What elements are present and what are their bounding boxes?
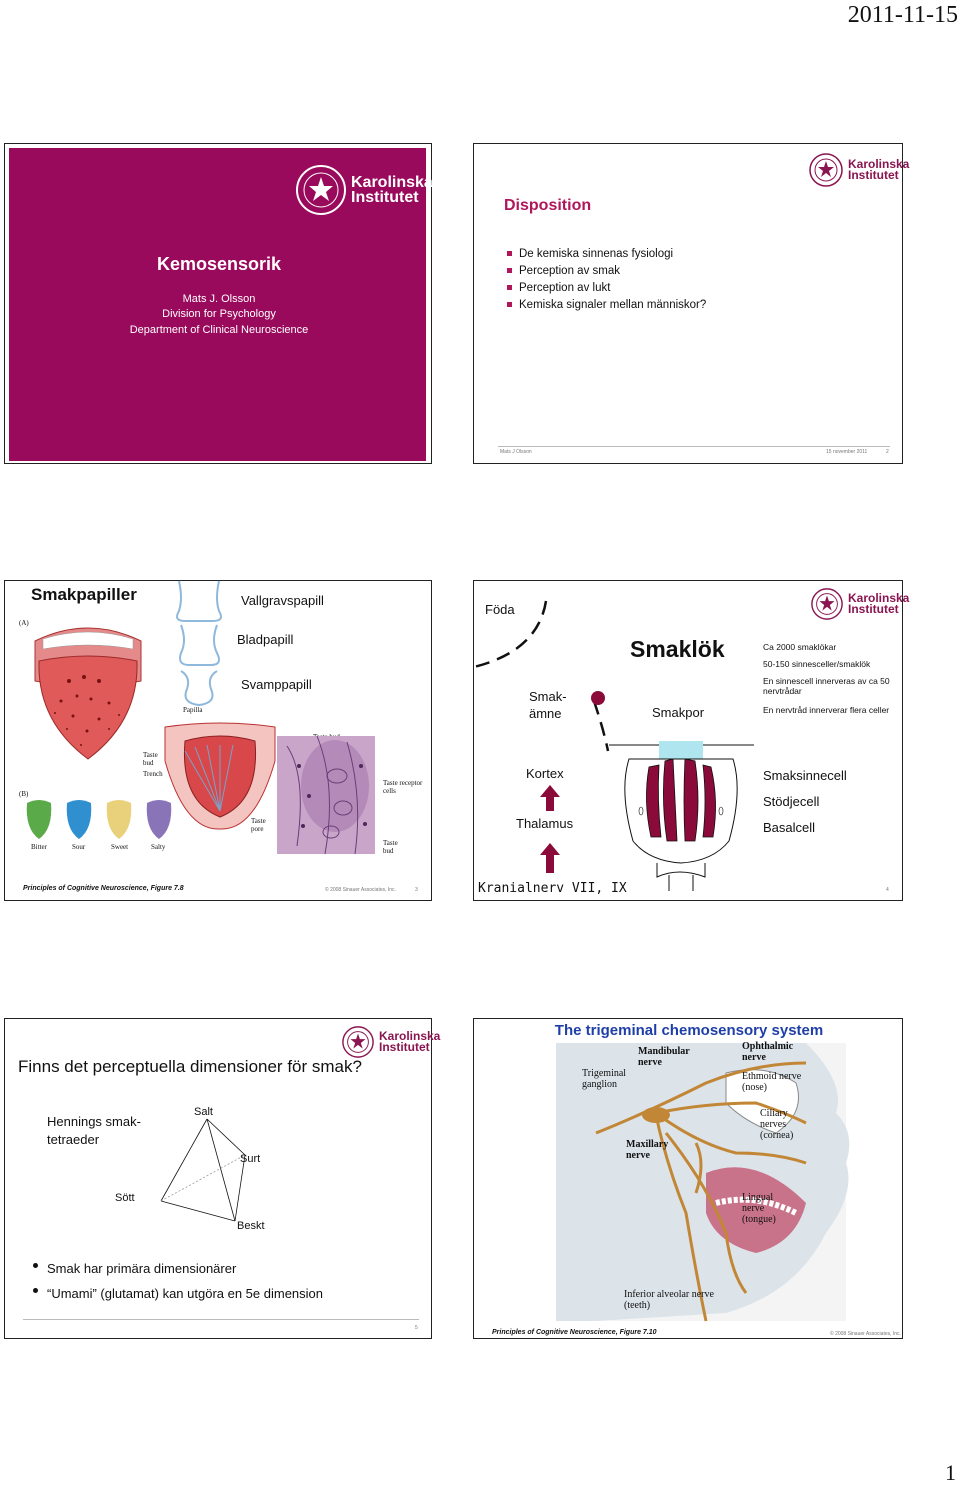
nerve-label: Ciliary nerves (cornea) [760, 1108, 794, 1141]
nerve-label: Lingual nerve (tongue) [742, 1192, 776, 1225]
nerve-label: Mandibular nerve [638, 1046, 690, 1068]
ki-logo [810, 587, 909, 621]
list-item: Perception av lukt [519, 280, 706, 297]
slide-1-division: Division for Psychology [162, 308, 276, 320]
figure-credit: Principles of Cognitive Neuroscience, Figure 7.8 [23, 885, 184, 892]
nerve-label: Inferior alveolar nerve (teeth) [624, 1289, 714, 1311]
fact: En sinnescell innerveras av ca 50 nervtrådar [763, 676, 890, 696]
open-mouth-tongue-illustration [29, 621, 147, 761]
tongue-label: Bitter [31, 843, 47, 851]
slide-4-title: Smaklök [630, 636, 725, 662]
ki-seal-icon [295, 164, 347, 216]
nerve-label: Ophthalmic nerve [742, 1041, 794, 1063]
slide-6 [473, 1018, 903, 1339]
list-item: Kemiska signaler mellan människor? [519, 297, 706, 314]
cell-label: Smaksinnecell [763, 768, 847, 783]
fact: En nervtråd innerverar flera celler [763, 705, 890, 715]
list-item: “Umami” (glutamat) kan utgöra en 5e dimension [47, 1281, 323, 1306]
footer-page: 2 [886, 449, 889, 455]
ki-seal-icon [808, 152, 844, 188]
slide-page: 3 [415, 887, 418, 893]
logo-line1: Karolinska [848, 591, 910, 605]
page-number: 1 [945, 1460, 956, 1485]
fig-label: (B) [19, 790, 29, 798]
list-item: De kemiska sinnenas fysiologi [519, 246, 706, 263]
logo-line1: Karolinska [848, 157, 910, 171]
fact: 50-150 sinnesceller/smaklök [763, 659, 871, 669]
list-item: Perception av smak [519, 263, 706, 280]
taste-tetrahedron [155, 1119, 265, 1229]
taste-bud-diagram [609, 741, 754, 891]
papilla-label: Svamppapill [241, 677, 312, 692]
nerve-label: Ethmoid nerve (nose) [742, 1071, 802, 1093]
footer-divider [23, 1319, 419, 1320]
slide-6-title: The trigeminal chemosensory system [554, 1022, 824, 1039]
arrow-up-icon [540, 843, 560, 873]
tongue-label: Sour [72, 843, 86, 851]
logo-line2: Institutet [848, 168, 899, 182]
papilla-label: Vallgravspapill [241, 593, 324, 608]
fig-label: Taste receptor cells [383, 779, 423, 795]
nerve-label: Maxillary nerve [626, 1139, 669, 1161]
papilla-label: Bladpapill [237, 632, 294, 647]
list-item: Smak har primära dimensionärer [47, 1256, 323, 1281]
slide-3 [4, 580, 432, 901]
nerve-label: Kranialnerv VII, IX [478, 881, 627, 896]
copyright: © 2008 Sinauer Associates, Inc. [325, 887, 396, 893]
slide-2-title: Disposition [504, 197, 592, 214]
tongue-label: Sweet [111, 843, 129, 851]
vertex-label: Surt [240, 1153, 261, 1165]
page-date: 2011-11-15 [847, 2, 958, 28]
logo-line1: Karolinska [351, 174, 433, 191]
fig-label: (A) [19, 619, 29, 627]
slide-2 [473, 143, 910, 464]
fig-label: Trench [143, 770, 163, 778]
ki-seal-icon [810, 587, 844, 621]
slide-page: 4 [886, 887, 889, 893]
logo-line1: Karolinska [379, 1029, 441, 1043]
slide-4 [473, 580, 910, 901]
fig-label: Taste bud [383, 839, 398, 855]
nerve-label: Trigeminal ganglion [582, 1068, 627, 1090]
histology-micrograph [277, 736, 375, 854]
slide-page: 5 [415, 1325, 418, 1331]
cell-label: Stödjecell [763, 794, 820, 809]
vertex-label: Salt [194, 1106, 213, 1118]
slide-3-title: Smakpapiller [31, 585, 137, 604]
arrow-up-icon [540, 785, 560, 811]
slide-1-department: Department of Clinical Neuroscience [129, 324, 309, 336]
dashed-food-curve [474, 581, 634, 751]
pore-label: Smakpor [652, 705, 705, 720]
footer-divider [498, 446, 890, 447]
ki-logo [295, 164, 433, 216]
thalamus-label: Thalamus [516, 816, 574, 831]
fig-label: Taste bud [143, 751, 158, 767]
figure-credit: Principles of Cognitive Neuroscience, Figure 7.10 [492, 1329, 657, 1336]
ki-seal-icon [341, 1025, 375, 1059]
logo-line2: Institutet [379, 1040, 430, 1054]
footer-date: 15 november 2011 [826, 449, 868, 455]
slide-5-bullets [47, 1256, 323, 1306]
slide-1-title: Kemosensorik [156, 254, 282, 274]
slide-5 [4, 1018, 441, 1339]
fig-label: Taste pore [251, 817, 266, 833]
footer-author: Mats J Olsson [500, 449, 532, 455]
ki-logo [808, 152, 909, 188]
papilla-shapes [173, 581, 243, 711]
cortex-label: Kortex [526, 766, 564, 781]
substance-label: Smak-ämne [529, 689, 567, 721]
slide-2-bullets [519, 246, 706, 314]
henning-label: Hennings smak-tetraeder [47, 1114, 141, 1147]
copyright: © 2008 Sinauer Associates, Inc. [830, 1331, 901, 1337]
vertex-label: Sött [115, 1192, 135, 1204]
vertex-label: Beskt [237, 1220, 265, 1232]
slide-5-title: Finns det perceptuella dimensioner för smak? [18, 1057, 362, 1076]
slide-1 [4, 143, 432, 464]
logo-line2: Institutet [351, 189, 419, 206]
tongue-map-icons [23, 799, 183, 841]
food-label: Föda [485, 602, 515, 617]
logo-line2: Institutet [848, 602, 899, 616]
cell-label: Basalcell [763, 820, 816, 835]
fig-label: Papilla [183, 706, 203, 714]
tongue-label: Salty [151, 843, 166, 851]
slide-1-author: Mats J. Olsson [182, 293, 256, 305]
fact: Ca 2000 smaklökar [763, 642, 837, 652]
ki-logo [341, 1025, 440, 1059]
